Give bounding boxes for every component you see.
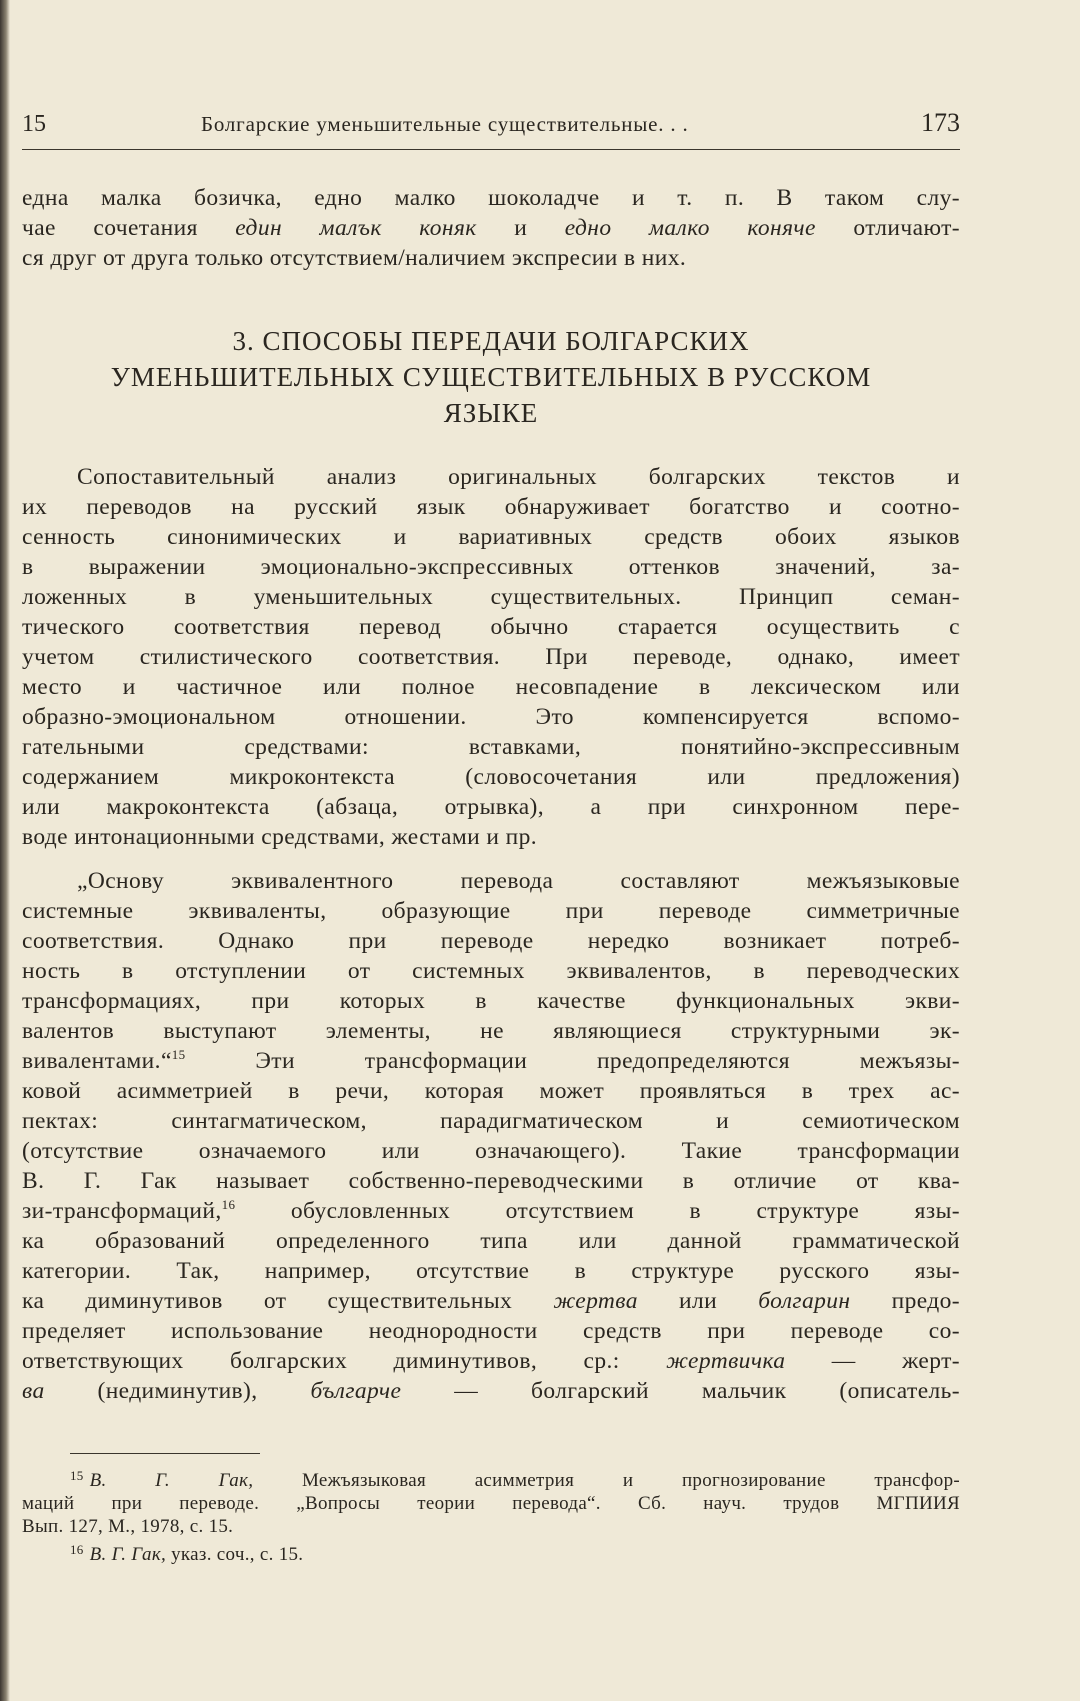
- text-line: ность в отступлении от системных эквивалентов, в переводческих: [22, 958, 960, 984]
- text-line: ковой асимметрией в речи, которая может проявляться в трех ас-: [22, 1078, 960, 1104]
- text-line: категории. Так, например, отсутствие в структуре русского язы-: [22, 1258, 960, 1284]
- text-line: их переводов на русский язык обнаруживает богатство и соотно-: [22, 494, 960, 520]
- text-line: трансформациях, при которых в качестве функциональных экви-: [22, 988, 960, 1014]
- text-line: (отсутствие означаемого или означающего). Такие трансформации: [22, 1138, 960, 1164]
- text-line: ложенных в уменьшительных существительных. Принцип семан-: [22, 584, 960, 610]
- text-line: валентов выступают элементы, не являющиеся структурными эк-: [22, 1018, 960, 1044]
- text-line: една малка бозичка, едно малко шоколадче и т. п. В таком слу-: [22, 185, 960, 211]
- text-line: или макроконтекста (абзаца, отрывка), а при синхронном пере-: [22, 794, 960, 820]
- text-line: образно-эмоциональном отношении. Это компенсируется вспомо-: [22, 704, 960, 730]
- text-line: ответствующих болгарских диминутивов, ср.: жертвичка — жерт-: [22, 1348, 960, 1374]
- page-number: 173: [921, 108, 960, 137]
- text-line: ка образований определенного типа или данной грамматической: [22, 1228, 960, 1254]
- footnote-15: $^{15}$ В. Г. Гак, Межъязыковая асимметрия и прогнозирование трансфор-: [70, 1468, 960, 1491]
- text-line: пределяет использование неоднородности средств при переводе со-: [22, 1318, 960, 1344]
- text-line: ся друг от друга только отсутствием/наличием экспресии в них.: [22, 245, 687, 271]
- text-line: место и частичное или полное несовпадение в лексическом или: [22, 674, 960, 700]
- text-line: в выражении эмоционально-экспрессивных оттенков значений, за-: [22, 554, 960, 580]
- text-line: воде интонационными средствами, жестами и пр.: [22, 824, 538, 850]
- paragraph-2: [22, 866, 960, 1406]
- paragraph-1: [22, 462, 960, 852]
- footnote-line: Вып. 127, М., 1978, с. 15.: [22, 1516, 234, 1537]
- footnotes: [22, 1464, 960, 1566]
- text-line: чае сочетания един малък коняк и едно малко коняче отличают-: [22, 215, 960, 241]
- running-title: Болгарские уменьшительные существительные. . .: [201, 112, 689, 136]
- text-line: вивалентами.“$^{15}$ Эти трансформации предопределяются межъязы-: [22, 1047, 960, 1074]
- text-line: ка диминутивов от существительных жертва или болгарин предо-: [22, 1288, 960, 1314]
- text-line: тического соответствия перевод обычно старается осуществить с: [22, 614, 960, 640]
- text-line: „Основу эквивалентного перевода составляют межъязыковые: [77, 868, 960, 894]
- text-line: сенность синонимических и вариативных средств обоих языков: [22, 524, 960, 550]
- page-binding-edge: [0, 0, 10, 1701]
- text-line: содержанием микроконтекста (словосочетания или предложения): [22, 764, 960, 790]
- footnote-line: маций при переводе. „Вопросы теории перевода“. Сб. науч. трудов МГПИИЯ: [22, 1493, 960, 1514]
- text-line: Сопоставительный анализ оригинальных болгарских текстов и: [77, 464, 960, 490]
- footnote-ref: 15: [171, 1047, 186, 1062]
- text-line: учетом стилистического соответствия. При переводе, однако, имеет: [22, 644, 960, 670]
- text-line: пектах: синтагматическом, парадигматическом и семиотическом: [22, 1108, 960, 1134]
- text-line: гательными средствами: вставками, понятийно-экспрессивным: [22, 734, 960, 760]
- text-line: зи-трансформаций,$^{16}$ обусловленных отсутствием в структуре язы-: [22, 1197, 960, 1224]
- text-line: системные эквиваленты, образующие при переводе симметричные: [22, 898, 960, 924]
- text-line: ва (недиминутив), българче — болгарский мальчик (описатель-: [22, 1378, 960, 1404]
- text-line: соответствия. Однако при переводе нередко возникает потреб-: [22, 928, 960, 954]
- footnote-ref: 16: [221, 1197, 236, 1212]
- footnote-rule: [70, 1453, 260, 1454]
- intro-paragraph: [22, 183, 960, 273]
- header-rule: [22, 149, 960, 150]
- section-heading: 3. СПОСОБЫ ПЕРЕДАЧИ БОЛГАРСКИХ УМЕНЬШИТЕЛЬНЫХ СУЩЕСТВИТЕЛЬНЫХ В РУССКОМ ЯЗЫКЕ: [110, 326, 872, 428]
- footnote-16: $^{16}$ В. Г. Гак, указ. соч., с. 15.: [70, 1542, 304, 1565]
- section-number: 15: [22, 111, 46, 137]
- running-header: [22, 108, 960, 148]
- text-line: В. Г. Гак называет собственно-переводческими в отличие от ква-: [22, 1168, 960, 1194]
